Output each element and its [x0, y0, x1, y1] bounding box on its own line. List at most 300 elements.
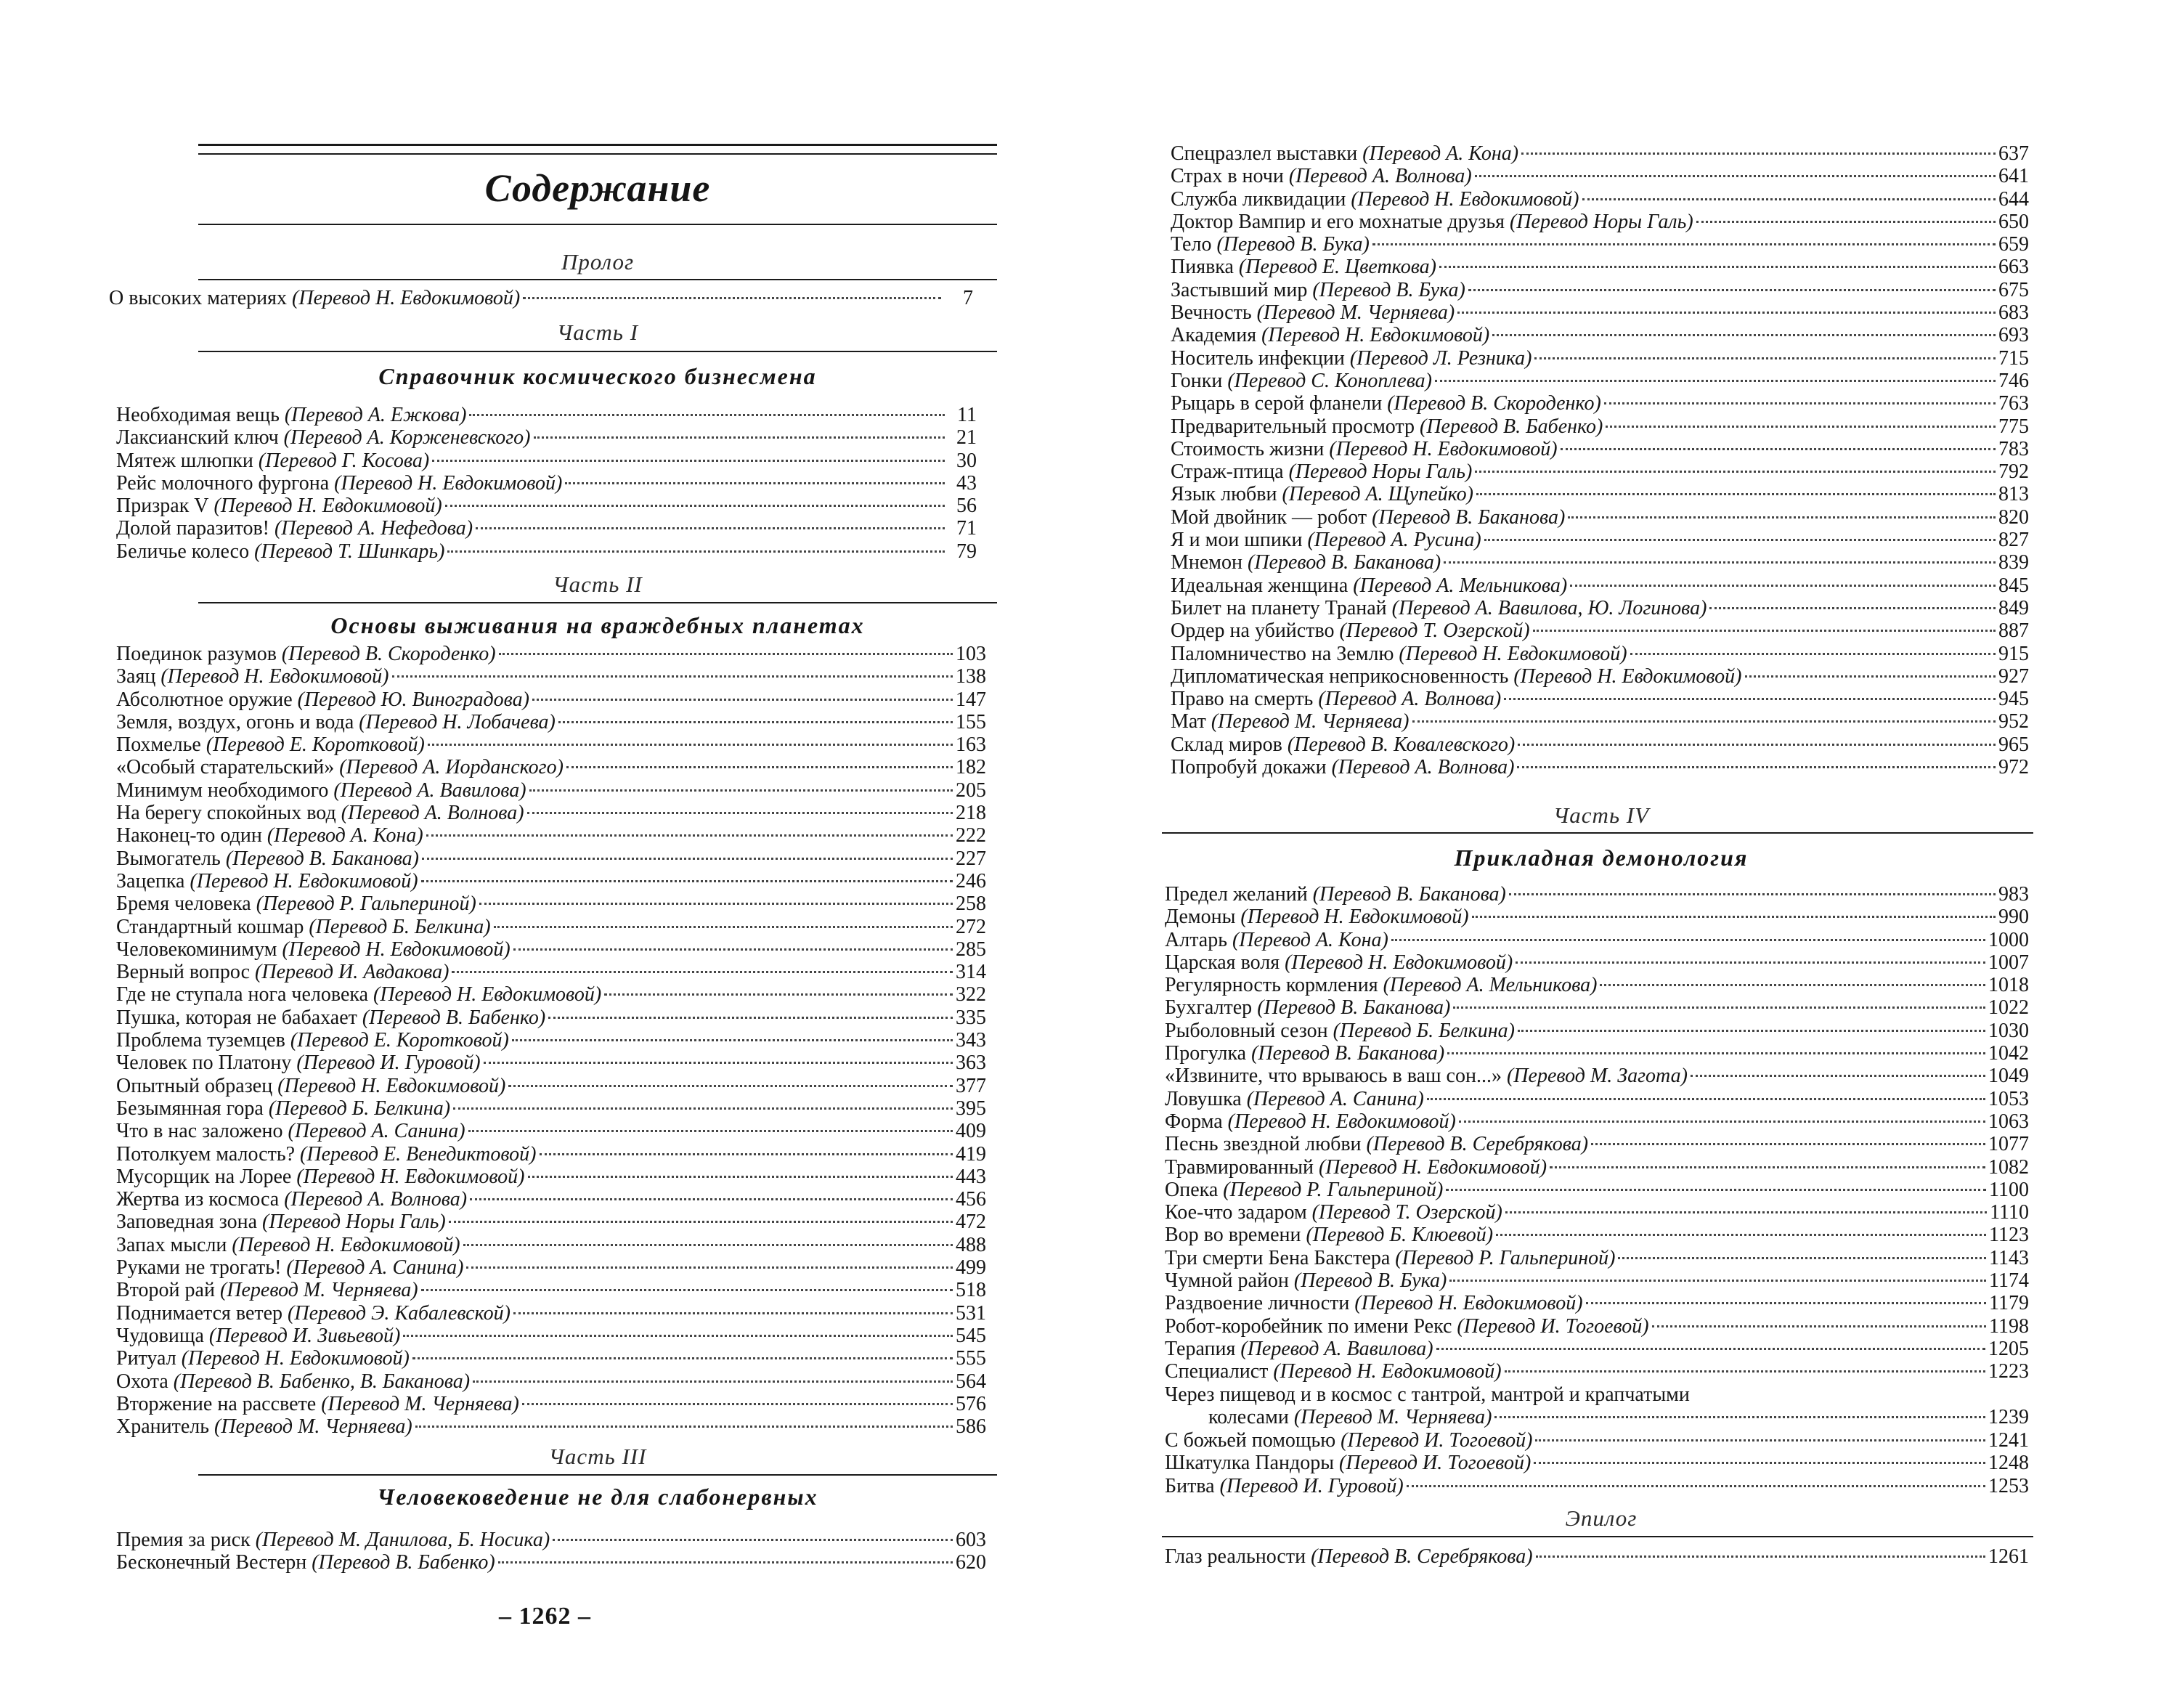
toc-entry	[1171, 256, 2029, 278]
entry-title: Мусорщик на Лорее	[116, 1165, 292, 1188]
entry-translator: (Перевод С. Коноплева)	[1227, 369, 1433, 392]
entry-title: Раздвоение личности	[1165, 1292, 1350, 1315]
dot-leader	[1518, 744, 1996, 746]
dot-leader	[1586, 1302, 1986, 1304]
entry-translator: (Перевод Р. Гальпериной)	[256, 892, 476, 916]
entry-title: Робот-коробейник по имени Рекс	[1165, 1314, 1452, 1338]
entry-translator: (Перевод Б. Белкина)	[268, 1097, 451, 1120]
title-rule	[198, 224, 997, 225]
toc-entry	[1171, 619, 2029, 642]
entry-translator: (Перевод Н. Евдокимовой)	[1261, 324, 1490, 347]
entry-page: 222	[956, 824, 986, 847]
entry-title: Носитель инфекции	[1171, 346, 1345, 370]
entry-page: 377	[956, 1074, 986, 1097]
dot-leader	[1496, 1234, 1986, 1236]
entry-translator: (Перевод Норы Галь)	[1509, 210, 1693, 233]
dot-leader	[463, 1244, 953, 1246]
entry-page: 1253	[1988, 1474, 2029, 1497]
entry-title: Пушка, которая не бабахает	[116, 1006, 357, 1029]
entry-title: Пиявка	[1171, 256, 1234, 279]
entry-page: 983	[1998, 883, 2029, 906]
entry-title: Вымогатель	[116, 847, 221, 870]
entry-page: 887	[1998, 619, 2029, 643]
entry-translator: (Перевод Р. Гальпериной)	[1223, 1178, 1444, 1201]
prolog-rule	[198, 279, 997, 280]
entry-translator: (Перевод А. Мельникова)	[1353, 574, 1568, 597]
entry-page: 1198	[1989, 1314, 2029, 1338]
prolog-list	[109, 287, 973, 309]
part3-continued-list	[1171, 142, 2029, 778]
entry-page: 1261	[1988, 1545, 2029, 1568]
entry-title: Предел желаний	[1165, 883, 1308, 906]
dot-leader	[1533, 630, 1996, 632]
entry-page: 637	[1998, 142, 2029, 165]
entry-page: 11	[957, 404, 977, 426]
entry-page: 715	[1998, 346, 2029, 370]
dot-leader	[447, 550, 945, 553]
toc-entry	[1171, 756, 2029, 778]
dot-leader	[484, 1062, 953, 1064]
dot-leader	[553, 1539, 953, 1541]
entry-title: Кое-что задаром	[1165, 1201, 1307, 1224]
toc-entry	[116, 983, 986, 1006]
entry-page: 555	[956, 1347, 986, 1370]
entry-translator: (Перевод А. Кона)	[1232, 928, 1388, 951]
entry-page: 472	[956, 1211, 986, 1234]
dot-leader	[1745, 675, 1996, 678]
dot-leader	[453, 1107, 953, 1110]
dot-leader	[403, 1335, 953, 1337]
toc-entry	[1165, 974, 2029, 996]
dot-leader	[1459, 1121, 1985, 1123]
toc-entry	[1171, 643, 2029, 665]
entry-title: Проблема туземцев	[116, 1029, 285, 1052]
dot-leader	[529, 789, 953, 792]
entry-title: Специалист	[1165, 1360, 1269, 1383]
entry-translator: (Перевод И. Авдакова)	[255, 961, 450, 984]
toc-entry	[1165, 1269, 2029, 1292]
entry-translator: (Перевод В. Баканова)	[1257, 996, 1451, 1020]
entry-page: 314	[956, 961, 986, 984]
entry-translator: (Перевод В. Бабенко)	[312, 1551, 495, 1574]
entry-page: 1205	[1988, 1337, 2029, 1360]
entry-title: Вторжение на рассвете	[116, 1392, 317, 1415]
entry-translator: (Перевод Н. Евдокимовой)	[181, 1347, 410, 1370]
entry-page: 147	[956, 688, 986, 711]
entry-page: 218	[956, 802, 986, 825]
toc-entry	[116, 1120, 986, 1142]
toc-entry	[1171, 188, 2029, 211]
entry-title: Три смерти Бена Бакстера	[1165, 1246, 1391, 1269]
toc-entry	[116, 1052, 986, 1074]
dot-leader	[1606, 426, 1996, 428]
part3-list	[116, 1529, 986, 1574]
entry-title: Мой двойник — робот	[1171, 505, 1367, 529]
entry-translator: (Перевод А. Санина)	[1246, 1087, 1424, 1110]
entry-translator: (Перевод Б. Клюевой)	[1306, 1224, 1494, 1247]
toc-entry	[1171, 460, 2029, 483]
entry-page: 395	[956, 1097, 986, 1120]
part1-label: Часть I	[556, 320, 639, 345]
entry-title: Что в нас заложено	[116, 1120, 283, 1143]
entry-translator: (Перевод И. Зивьевой)	[208, 1324, 401, 1347]
toc-entry	[116, 938, 986, 961]
dot-leader	[1476, 493, 1996, 495]
entry-page: 1077	[1988, 1133, 2029, 1156]
entry-translator: (Перевод Н. Евдокимовой)	[1513, 664, 1742, 688]
entry-title: Форма	[1165, 1110, 1223, 1133]
entry-page: 1018	[1988, 974, 2029, 997]
entry-title: «Особый старательский»	[116, 756, 335, 779]
entry-title: Жертва из космоса	[116, 1188, 280, 1211]
dot-leader	[1439, 266, 1996, 268]
entry-title: Глаз реальности	[1165, 1545, 1306, 1568]
entry-translator: (Перевод И. Тогоевой)	[1339, 1452, 1532, 1475]
entry-title: Дипломатическая неприкосновенность	[1171, 664, 1509, 688]
entry-title: Руками не трогать!	[116, 1256, 282, 1280]
entry-translator: (Перевод А. Волнова)	[1288, 165, 1472, 188]
entry-title: Чудовища	[116, 1324, 204, 1347]
entry-title: Попробуй докажи	[1171, 756, 1327, 779]
entry-title: Право на смерть	[1171, 688, 1314, 711]
dot-leader	[1604, 402, 1996, 404]
toc-entry	[116, 1143, 986, 1166]
dot-leader	[508, 1085, 953, 1087]
entry-translator: (Перевод Г. Косова)	[258, 449, 430, 472]
entry-translator: (Перевод А. Волнова)	[341, 802, 524, 825]
entry-page: 586	[956, 1415, 986, 1439]
entry-title: Мятеж шлюпки	[116, 449, 253, 472]
wrapped-entry	[1165, 1383, 2029, 1429]
entry-title: Предварительный просмотр	[1171, 415, 1415, 438]
entry-title: Тело	[1171, 233, 1212, 256]
entry-page: 456	[956, 1188, 986, 1211]
entry-page: 79	[956, 540, 977, 563]
toc-entry	[1171, 551, 2029, 574]
entry-page: 1143	[1989, 1246, 2029, 1269]
entry-page: 205	[956, 778, 986, 802]
toc-entry	[1171, 415, 2029, 438]
entry-page: 693	[1998, 324, 2029, 347]
entry-translator: (Перевод В. Скороденко)	[1387, 392, 1601, 415]
entry-translator: (Перевод Н. Евдокимовой)	[160, 665, 389, 688]
dot-leader	[1516, 961, 1985, 964]
entry-page: 56	[956, 495, 977, 518]
entry-translator: (Перевод Т. Озерской)	[1311, 1201, 1502, 1224]
entry-translator: (Перевод А. Волнова)	[284, 1188, 468, 1211]
entry-translator: (Перевод В. Баканова)	[1372, 505, 1566, 529]
dot-leader	[392, 675, 953, 678]
toc-entry	[109, 287, 973, 309]
entry-title: Наконец-то один	[116, 824, 262, 847]
entry-page: 1049	[1988, 1065, 2029, 1088]
entry-title: Призрак V	[116, 495, 209, 518]
entry-title: Похмелье	[116, 733, 201, 757]
dot-leader	[421, 880, 953, 882]
toc-entry	[1165, 1247, 2029, 1269]
entry-translator: (Перевод В. Бабенко)	[362, 1006, 546, 1029]
entry-translator: (Перевод Н. Евдокимовой)	[296, 1165, 525, 1188]
toc-entry	[1171, 347, 2029, 370]
entry-title: Царская воля	[1165, 951, 1280, 974]
entry-title: Вор во времени	[1165, 1224, 1301, 1247]
dot-leader	[468, 1130, 953, 1132]
toc-entry	[1165, 1338, 2029, 1360]
entry-title: Доктор Вампир и его мохнатые друзья	[1171, 210, 1505, 233]
entry-page: 1174	[1989, 1269, 2029, 1293]
toc-entry	[1171, 438, 2029, 460]
toc-entry	[1171, 733, 2029, 756]
entry-translator: (Перевод А. Вавилова)	[1240, 1337, 1433, 1360]
toc-entry	[116, 1188, 986, 1211]
entry-translator: (Перевод Н. Евдокимовой)	[190, 869, 418, 892]
toc-entry	[116, 1302, 986, 1325]
entry-title: Земля, воздух, огонь и вода	[116, 710, 354, 733]
entry-title: Где не ступала нога человека	[116, 983, 368, 1006]
dot-leader	[1696, 221, 1996, 223]
entry-page: 972	[1998, 756, 2029, 779]
entry-translator: (Перевод А. Иорданского)	[339, 756, 564, 779]
dot-leader	[473, 1380, 953, 1383]
toc-entry	[116, 711, 986, 733]
entry-page: 1082	[1988, 1155, 2029, 1179]
epilog-rule	[1162, 1536, 2033, 1537]
entry-title: Лаксианский ключ	[116, 426, 279, 450]
dot-leader	[1536, 1556, 1985, 1558]
entry-page: 1179	[1989, 1292, 2029, 1315]
dot-leader	[466, 1266, 953, 1269]
entry-page: 827	[1998, 529, 2029, 552]
entry-title: Гонки	[1171, 369, 1223, 392]
right-page	[1162, 0, 2033, 1708]
entry-translator: (Перевод Э. Кабалевской)	[288, 1301, 511, 1325]
left-page	[109, 0, 988, 1708]
dot-leader	[1534, 1462, 1985, 1464]
entry-page: 1123	[1989, 1224, 2029, 1247]
dot-leader	[1504, 698, 1996, 700]
entry-title: Рейс молочного фургона	[116, 471, 330, 495]
entry-translator: (Перевод Е. Коротковой)	[290, 1029, 509, 1052]
toc-entry	[116, 733, 986, 756]
entry-translator: (Перевод М. Данилова, Б. Носика)	[255, 1529, 550, 1551]
part1-rule	[198, 351, 997, 352]
entry-translator: (Перевод Н. Евдокимовой)	[1227, 1110, 1456, 1133]
entry-page: 1007	[1988, 951, 2029, 974]
entry-page: 927	[1998, 664, 2029, 688]
entry-translator: (Перевод М. Черняева)	[219, 1279, 418, 1302]
toc-entry	[116, 1370, 986, 1393]
entry-title: Долой паразитов!	[116, 517, 269, 540]
entry-page: 322	[956, 983, 986, 1006]
toc-entry	[1165, 1360, 2029, 1383]
entry-translator: (Перевод В. Баканова)	[1248, 551, 1441, 574]
dot-leader	[1591, 1143, 1985, 1145]
entry-translator: (Перевод А. Волнова)	[1331, 756, 1515, 779]
entry-title: Язык любви	[1171, 483, 1277, 506]
entry-title: Беличье колесо	[116, 540, 250, 563]
entry-translator: (Перевод И. Гуровой)	[296, 1052, 481, 1075]
dot-leader	[1518, 1030, 1985, 1032]
dot-leader	[498, 1561, 953, 1563]
entry-page: 285	[956, 938, 986, 961]
entry-translator: (Перевод Норы Галь)	[262, 1211, 446, 1234]
entry-page: 21	[956, 426, 977, 450]
dot-leader	[422, 858, 953, 860]
entry-page: 499	[956, 1256, 986, 1280]
dot-leader	[428, 744, 953, 746]
dot-leader	[548, 1017, 953, 1019]
toc-entry	[1171, 211, 2029, 233]
entry-translator: (Перевод Н. Евдокимовой)	[1285, 951, 1513, 974]
entry-translator: (Перевод Н. Евдокимовой)	[277, 1074, 506, 1097]
entry-page: 839	[1998, 551, 2029, 574]
dot-leader	[1446, 1189, 1986, 1191]
dot-leader	[1505, 1211, 1987, 1213]
toc-entry	[116, 1075, 986, 1097]
entry-page: 845	[1998, 574, 2029, 597]
entry-translator: (Перевод Н. Евдокимовой)	[1399, 642, 1627, 665]
toc-entry	[116, 472, 977, 495]
dot-leader	[1391, 939, 1985, 941]
dot-leader	[1618, 1257, 1986, 1259]
entry-title: Стоимость жизни	[1171, 437, 1325, 460]
entry-title: Рыболовный сезон	[1165, 1019, 1328, 1042]
entry-translator: (Перевод А. Корженевского)	[283, 426, 531, 450]
part4-title: Прикладная демонология	[1454, 845, 1749, 871]
entry-title: Битва	[1165, 1474, 1215, 1497]
entry-title: колесами	[1208, 1406, 1289, 1429]
toc-entry	[1171, 529, 2029, 551]
part4-list-tail	[1165, 1429, 2029, 1497]
entry-translator: (Перевод Р. Гальпериной)	[1395, 1246, 1616, 1269]
entry-title: Паломничество на Землю	[1171, 642, 1394, 665]
entry-title: Через пищевод и в космос с тантрой, мантрой и крапчатыми	[1165, 1383, 1690, 1406]
entry-title: О высоких материях	[109, 287, 288, 309]
entry-title: Терапия	[1165, 1337, 1236, 1360]
entry-page: 820	[1998, 505, 2029, 529]
entry-title: Идеальная женщина	[1171, 574, 1349, 597]
dot-leader	[566, 766, 953, 768]
toc-entry	[1171, 688, 2029, 710]
entry-translator: (Перевод В. Баканова)	[1251, 1042, 1445, 1065]
entry-page: 659	[1998, 233, 2029, 256]
entry-translator: (Перевод А. Русина)	[1307, 529, 1481, 552]
dot-leader	[1453, 1006, 1985, 1009]
entry-translator: (Перевод В. Бука)	[1293, 1269, 1447, 1293]
toc-entry	[1171, 392, 2029, 415]
entry-page: 518	[956, 1279, 986, 1302]
entry-title: Прогулка	[1165, 1042, 1247, 1065]
dot-leader	[1534, 357, 1996, 359]
dot-leader	[432, 460, 945, 462]
entry-title: Ловушка	[1165, 1087, 1242, 1110]
toc-entry	[1165, 1315, 2029, 1338]
entry-title: Спецразлел выставки	[1171, 142, 1358, 165]
entry-translator: (Перевод Н. Евдокимовой)	[1318, 1155, 1547, 1179]
entry-translator: (Перевод А. Кона)	[1362, 142, 1519, 165]
entry-translator: (Перевод В. Бука)	[1312, 278, 1465, 301]
entry-translator: (Перевод Н. Евдокимовой)	[1351, 187, 1579, 211]
toc-entry	[1171, 483, 2029, 505]
dot-leader	[1449, 1280, 1986, 1282]
entry-page: 746	[1998, 369, 2029, 392]
part3-rule	[198, 1474, 997, 1476]
entry-title: Вечность	[1171, 301, 1252, 325]
entry-title: Песнь звездной любви	[1165, 1133, 1362, 1156]
entry-title: Премия за риск	[116, 1529, 251, 1551]
dot-leader	[1407, 1485, 1985, 1487]
dot-leader	[522, 1403, 953, 1405]
entry-translator: (Перевод Н. Евдокимовой)	[1329, 437, 1558, 460]
entry-translator: (Перевод В. Бука)	[1216, 233, 1370, 256]
dot-leader	[426, 834, 953, 837]
entry-page: 763	[1998, 392, 2029, 415]
toc-entry-line2	[1165, 1406, 2029, 1428]
entry-translator: (Перевод М. Черняева)	[1293, 1406, 1492, 1429]
entry-translator: (Перевод М. Черняева)	[214, 1415, 412, 1439]
entry-title: Зацепка	[116, 869, 185, 892]
entry-page: 620	[956, 1551, 986, 1574]
entry-title: Безымянная гора	[116, 1097, 264, 1120]
entry-translator: (Перевод Б. Белкина)	[309, 915, 491, 938]
entry-page: 343	[956, 1029, 986, 1052]
toc-entry	[1165, 1179, 2029, 1201]
toc-entry	[1165, 1042, 2029, 1065]
entry-translator: (Перевод Л. Резника)	[1349, 346, 1532, 370]
toc-entry	[116, 1325, 986, 1347]
entry-translator: (Перевод Н. Евдокимовой)	[373, 983, 602, 1006]
dot-leader	[469, 414, 945, 416]
entry-title: Поднимается ветер	[116, 1301, 283, 1325]
epilog-label: Эпилог	[1565, 1505, 1638, 1531]
entry-title: Служба ликвидации	[1171, 187, 1346, 211]
toc-entry	[1165, 1201, 2029, 1224]
toc-entry	[1171, 279, 2029, 301]
dot-leader	[527, 812, 953, 814]
entry-title: Алтарь	[1165, 928, 1227, 951]
entry-translator: (Перевод А. Кона)	[267, 824, 423, 847]
part4-label: Часть IV	[1553, 802, 1650, 828]
toc-entry	[1165, 1110, 2029, 1133]
toc-entry	[1165, 1020, 2029, 1042]
toc-entry	[116, 495, 977, 517]
dot-leader	[1582, 198, 1996, 200]
entry-title: С божьей помощью	[1165, 1429, 1336, 1452]
dot-leader	[476, 527, 945, 529]
part1-list	[116, 404, 977, 563]
entry-title: Второй рай	[116, 1279, 215, 1302]
entry-translator: (Перевод Е. Венедиктовой)	[300, 1142, 537, 1166]
entry-title: Человек по Платону	[116, 1052, 292, 1075]
entry-page: 545	[956, 1324, 986, 1347]
entry-translator: (Перевод М. Черняева)	[1256, 301, 1455, 325]
entry-translator: (Перевод И. Гуровой)	[1219, 1474, 1404, 1497]
dot-leader	[412, 1357, 953, 1359]
toc-entry	[116, 779, 986, 802]
entry-title: Мат	[1171, 710, 1206, 733]
part4-rule	[1162, 832, 2033, 834]
dot-leader	[1509, 893, 1996, 895]
entry-translator: (Перевод В. Баканова)	[1312, 883, 1506, 906]
toc-entry	[116, 1256, 986, 1279]
dot-leader	[1535, 1439, 1985, 1441]
top-rule-thin	[198, 153, 997, 155]
toc-entry	[116, 1347, 986, 1370]
entry-title: Билет на планету Транай	[1171, 596, 1387, 619]
entry-title: Стандартный кошмар	[116, 915, 304, 938]
entry-page: 1063	[1988, 1110, 2029, 1133]
entry-page: 443	[956, 1165, 986, 1188]
